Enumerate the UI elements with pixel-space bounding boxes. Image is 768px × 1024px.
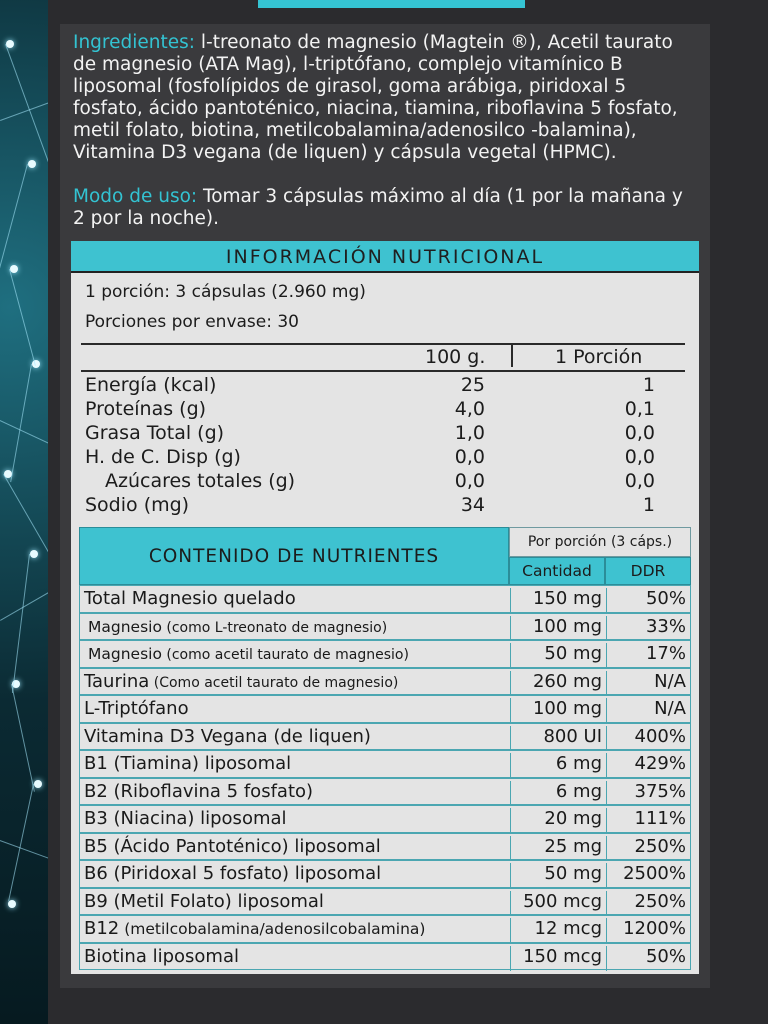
row-label: Grasa Total (g) [85, 422, 225, 444]
nutrient-amount: 6 mg [510, 781, 606, 806]
nutrient-row [79, 833, 691, 861]
row-value-100g: 25 [460, 374, 485, 396]
ingredients-paragraph [73, 32, 693, 164]
ingredients-text: l-treonato de magnesio (Magtein ®), Acetil taurato de magnesio (ATA Mag), l-triptófano, complejo vitamínico B liposomal (fosfolípidos de girasol, goma arábiga, piridoxal 5 fosfato, ácido pantoténico, niacina, tiamina, riboflavina 5 fosfato, metil folato, biotina, metilcobalamina/adenosilco -balamina), Vitamina D3 vegana (de liquen) y cápsula vegetal (HPMC). [73, 32, 678, 163]
nutrient-amount: 500 mcg [510, 891, 606, 916]
nutrient-ddr: 250% [606, 891, 692, 916]
nutrient-name: B5 (Ácido Pantoténico) liposomal [84, 835, 381, 857]
nutrient-ddr: 33% [606, 616, 692, 641]
nutrient-ddr: 400% [606, 726, 692, 751]
nutrient-name: Vitamina D3 Vegana (de liquen) [84, 725, 371, 747]
row-label: Energía (kcal) [85, 374, 217, 396]
energy-row [85, 446, 685, 470]
nutrient-row [79, 585, 691, 613]
nutrient-row [79, 915, 691, 943]
energy-row [85, 494, 685, 518]
nutrient-amount: 12 mcg [510, 918, 606, 943]
nutrient-amount: 25 mg [510, 836, 606, 861]
row-value-portion: 0,0 [624, 446, 655, 468]
nutrient-amount: 100 mg [510, 698, 606, 723]
divider [511, 345, 513, 367]
nutrient-row [79, 888, 691, 916]
nutrient-amount: 6 mg [510, 753, 606, 778]
network-decoration [0, 0, 48, 1024]
nutrient-name: B3 (Niacina) liposomal [84, 808, 287, 829]
nutrient-name: B6 (Piridoxal 5 fosfato) liposomal [84, 863, 382, 884]
nutrient-amount: 150 mg [510, 588, 606, 613]
nutrition-facts-box [71, 241, 699, 974]
nutrient-name: Biotina liposomal [84, 945, 239, 967]
nutrient-row [79, 778, 691, 806]
nutrient-row [79, 943, 691, 971]
row-label: Sodio (mg) [85, 494, 190, 516]
nutrient-name: B12 (metilcobalamina/adenosilcobalamina) [84, 918, 426, 939]
row-value-100g: 4,0 [454, 398, 485, 420]
nutrient-ddr: 50% [606, 946, 692, 971]
usage-label: Modo de uso: [73, 186, 198, 207]
nutrient-row [79, 750, 691, 778]
divider [81, 343, 685, 345]
nutrient-row [79, 805, 691, 833]
nutrient-ddr: N/A [606, 671, 692, 696]
nutrient-row [79, 723, 691, 751]
row-label: H. de C. Disp (g) [85, 446, 241, 468]
row-value-portion: 0,0 [624, 470, 655, 492]
energy-row [85, 374, 685, 398]
nutrient-amount: 260 mg [510, 671, 606, 696]
row-label: Proteínas (g) [85, 398, 207, 420]
servings-per-container: Porciones por envase: 30 [85, 312, 300, 332]
nutrient-row [79, 640, 691, 668]
nutrient-ddr: N/A [606, 698, 692, 723]
nutrients-table [79, 527, 691, 969]
row-value-portion: 1 [642, 494, 655, 516]
nutrient-name: B1 (Tiamina) liposomal [84, 753, 292, 774]
nutrients-title: CONTENIDO DE NUTRIENTES [79, 527, 509, 585]
divider [81, 370, 685, 372]
nutrient-ddr: 1200% [606, 918, 692, 943]
nutrient-name: Total Magnesio quelado [84, 588, 296, 609]
column-portion: 1 Porción [555, 346, 643, 368]
ingredients-label: Ingredientes: [73, 32, 196, 53]
row-value-portion: 0,0 [624, 422, 655, 444]
serving-size: 1 porción: 3 cápsulas (2.960 mg) [85, 282, 366, 302]
nutrient-name: L-Triptófano [84, 698, 189, 719]
nutrient-row [79, 668, 691, 696]
nutrient-amount: 50 mg [510, 863, 606, 888]
nutrient-amount: 20 mg [510, 808, 606, 833]
row-label: Azúcares totales (g) [105, 470, 296, 492]
nutrient-ddr: 429% [606, 753, 692, 778]
energy-row [85, 398, 685, 422]
nutrient-row [79, 860, 691, 888]
nutrient-name: B2 (Riboflavina 5 fosfato) [84, 780, 314, 802]
nutrient-row [79, 695, 691, 723]
nutrient-row [79, 613, 691, 641]
nutrient-amount: 100 mg [510, 616, 606, 641]
nutrient-ddr: 17% [606, 643, 692, 668]
amount-header: Cantidad [509, 557, 605, 585]
nutrient-amount: 150 mcg [510, 946, 606, 971]
nutrition-title: INFORMACIÓN NUTRICIONAL [71, 241, 699, 273]
row-value-100g: 1,0 [454, 422, 485, 444]
top-accent-tab [258, 0, 525, 8]
nutrient-name: Magnesio (como acetil taurato de magnesio) [88, 645, 409, 663]
nutrient-name: Magnesio (como L-treonato de magnesio) [88, 617, 388, 636]
nutrient-ddr: 50% [606, 588, 692, 613]
row-value-portion: 0,1 [624, 398, 655, 420]
energy-row [85, 470, 685, 494]
row-value-100g: 34 [460, 494, 485, 516]
nutrient-name: Taurina (Como acetil taurato de magnesio) [84, 670, 399, 692]
usage-paragraph [73, 186, 693, 230]
nutrient-ddr: 2500% [606, 863, 692, 888]
column-100g: 100 g. [425, 346, 486, 368]
nutrient-ddr: 375% [606, 781, 692, 806]
row-value-portion: 1 [642, 374, 655, 396]
row-value-100g: 0,0 [454, 446, 485, 468]
nutrient-amount: 50 mg [510, 643, 606, 668]
usage-text: Tomar 3 cápsulas máximo al día (1 por la mañana y 2 por la noche). [73, 186, 683, 229]
nutrient-ddr: 111% [606, 808, 692, 833]
row-value-100g: 0,0 [454, 470, 485, 492]
nutrient-name: B9 (Metil Folato) liposomal [84, 890, 324, 912]
energy-row [85, 422, 685, 446]
per-portion-header: Por porción (3 cáps.) [509, 527, 691, 557]
ddr-header: DDR [605, 557, 691, 585]
nutrient-ddr: 250% [606, 836, 692, 861]
nutrient-amount: 800 UI [510, 726, 606, 751]
